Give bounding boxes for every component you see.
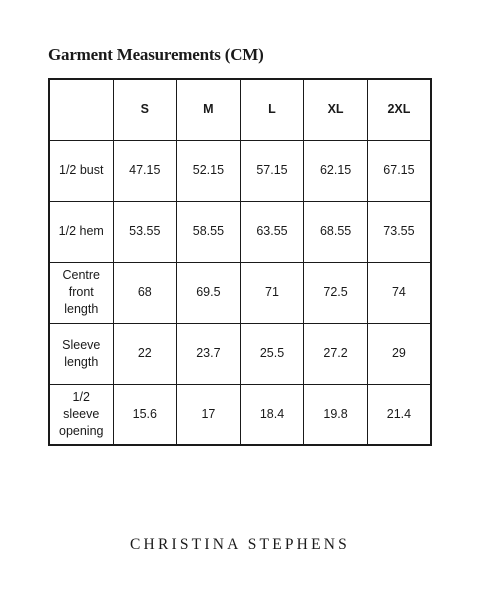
size-header-xl: XL — [304, 79, 368, 140]
table-cell: 52.15 — [177, 140, 241, 201]
size-header-2xl: 2XL — [367, 79, 431, 140]
table-cell: 18.4 — [240, 384, 304, 445]
table-cell: 74 — [367, 262, 431, 323]
table-cell: 68.55 — [304, 201, 368, 262]
row-label: Centre front length — [49, 262, 113, 323]
table-cell: 22 — [113, 323, 177, 384]
row-label: Sleeve length — [49, 323, 113, 384]
row-label: 1/2 hem — [49, 201, 113, 262]
table-cell: 29 — [367, 323, 431, 384]
table-cell: 21.4 — [367, 384, 431, 445]
corner-cell — [49, 79, 113, 140]
table-cell: 69.5 — [177, 262, 241, 323]
table-row — [49, 201, 431, 262]
table-row — [49, 140, 431, 201]
row-label: 1/2 bust — [49, 140, 113, 201]
table-row — [49, 323, 431, 384]
table-cell: 71 — [240, 262, 304, 323]
table-cell: 53.55 — [113, 201, 177, 262]
table-cell: 73.55 — [367, 201, 431, 262]
table-cell: 62.15 — [304, 140, 368, 201]
table-row — [49, 384, 431, 445]
size-header-s: S — [113, 79, 177, 140]
table-cell: 57.15 — [240, 140, 304, 201]
table-cell: 63.55 — [240, 201, 304, 262]
table-cell: 47.15 — [113, 140, 177, 201]
size-header-l: L — [240, 79, 304, 140]
table-cell: 15.6 — [113, 384, 177, 445]
measurements-table — [48, 78, 432, 446]
table-cell: 17 — [177, 384, 241, 445]
table-row — [49, 262, 431, 323]
table-cell: 68 — [113, 262, 177, 323]
row-label: 1/2 sleeve opening — [49, 384, 113, 445]
table-cell: 25.5 — [240, 323, 304, 384]
table-cell: 72.5 — [304, 262, 368, 323]
brand-wordmark: CHRISTINA STEPHENS — [130, 536, 350, 553]
page-title: Garment Measurements (CM) — [48, 45, 264, 64]
table-cell: 58.55 — [177, 201, 241, 262]
size-header-m: M — [177, 79, 241, 140]
table-header-row — [49, 79, 431, 140]
table-cell: 23.7 — [177, 323, 241, 384]
table-cell: 67.15 — [367, 140, 431, 201]
table-cell: 27.2 — [304, 323, 368, 384]
table-cell: 19.8 — [304, 384, 368, 445]
